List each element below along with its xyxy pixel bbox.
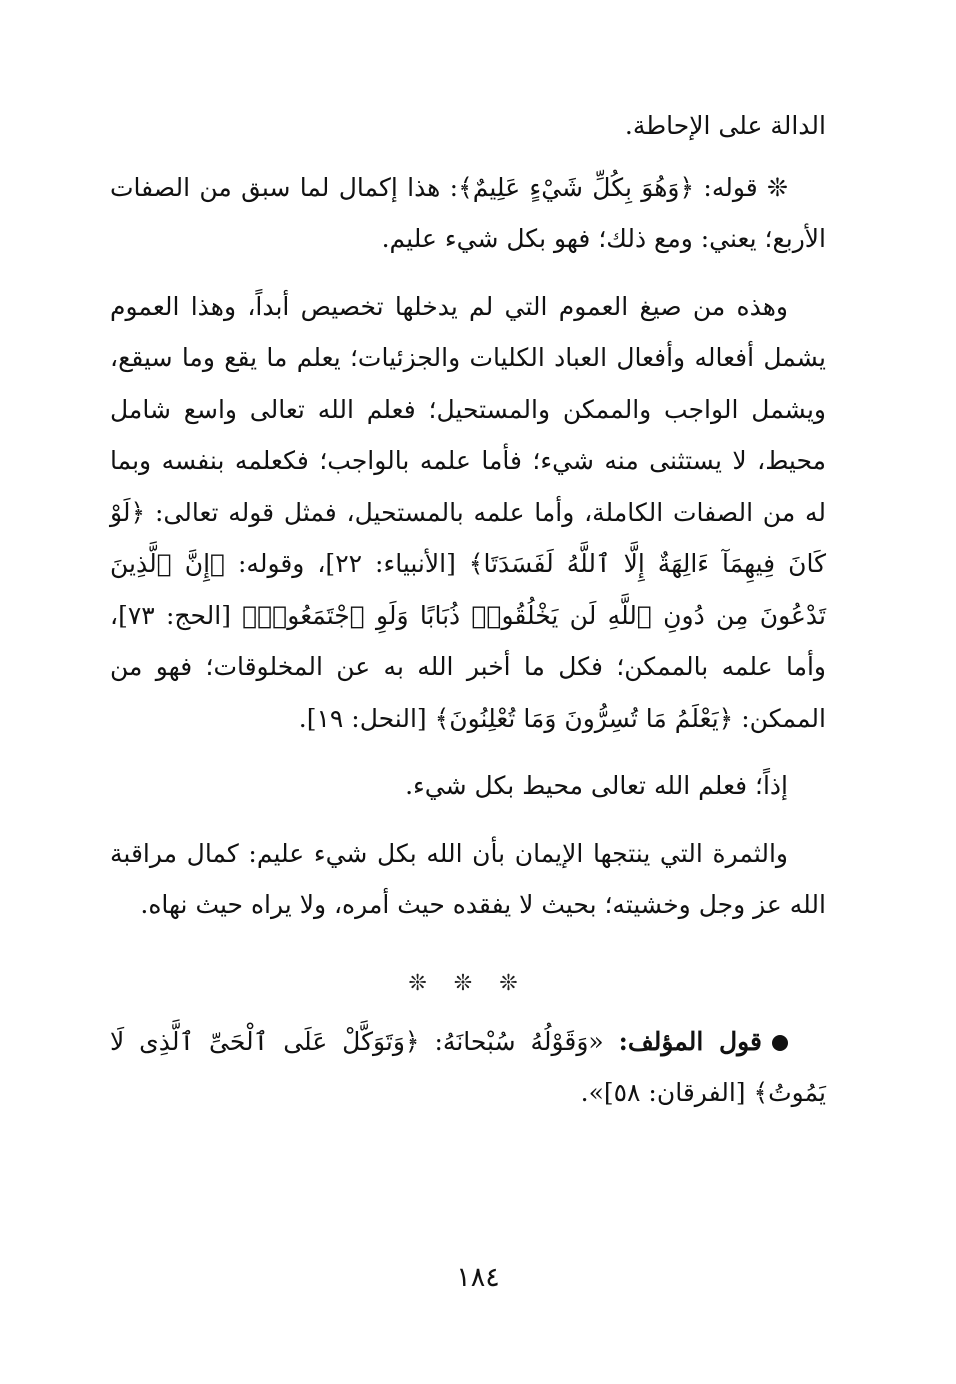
paragraph-continuation: الدالة على الإحاطة. bbox=[624, 111, 826, 140]
paragraph-verse-commentary: ❊ قوله: ﴿وَهُوَ بِكُلِّ شَيْءٍ عَلِيمٌ﴾: هذا إكمال لما سبق من الصفات الأربع؛ يعني: ومع ذلك؛ فهو بكل شيء عليم. bbox=[110, 172, 826, 253]
page-number: ١٨٤ bbox=[456, 1262, 500, 1293]
paragraph-generality: وهذه من صيغ العموم التي لم يدخلها تخصيص أبداً، وهذا العموم يشمل أفعاله وأفعال العباد الكليات والجزئيات؛ يعلم ما يقع وما سيقع، ويشمل الواجب والممكن والمستحيل؛ فعلم الله تعالى واسع شامل محيط، لا يستثنى منه شيء؛ فأما علمه بالواجب؛ فكعلمه بنفسه وبما له من الصفات الكاملة، وأما علمه بالمستحيل، فمثل قوله تعالى: ﴿لَوْ كَانَ فِيهِمَآ ءَالِهَةٌ إِلَّا ٱللَّهُ لَفَسَدَتَا﴾ [الأنبياء: ٢٢]، وقوله: ﴿إِنَّ ٱلَّذِينَ تَدْعُونَ مِن دُونِ ٱللَّهِ لَن يَخْلُقُوا۟ ذُبَابًا وَلَوِ ٱجْتَمَعُوا۟﴾ [الحج: ٧٣]، وأما علمه بالممكن؛ فكل ما أخبر الله به عن المخلوقات؛ فهو من الممكن: ﴿يَعْلَمُ مَا تُسِرُّونَ وَمَا تُعْلِنُونَ﴾ [النحل: ١٩]. bbox=[110, 291, 826, 733]
author-quote-prefix: قول المؤلف: bbox=[618, 1026, 763, 1056]
author-quote bbox=[110, 1016, 826, 1119]
page-body bbox=[110, 100, 826, 1119]
section-separator: ❊ ❊ ❊ bbox=[408, 970, 528, 996]
bullet-icon bbox=[772, 1035, 788, 1051]
paragraph-fruit: والثمرة التي ينتجها الإيمان بأن الله بكل شيء عليم: كمال مراقبة الله عز وجل وخشيته؛ بحيث لا يفقده حيث أمره، ولا يراه حيث نهاه. bbox=[110, 838, 826, 919]
author-quote-text: «وَقَوْلُهُ سُبْحانَهُ: ﴿وَتَوَكَّلْ عَلَى ٱلْحَىِّ ٱلَّذِى لَا يَمُوتُ﴾ [الفرقان: ٥٨]». bbox=[110, 1026, 826, 1107]
paragraph-conclusion: إذاً؛ فعلم الله تعالى محيط بكل شيء. bbox=[405, 771, 788, 800]
